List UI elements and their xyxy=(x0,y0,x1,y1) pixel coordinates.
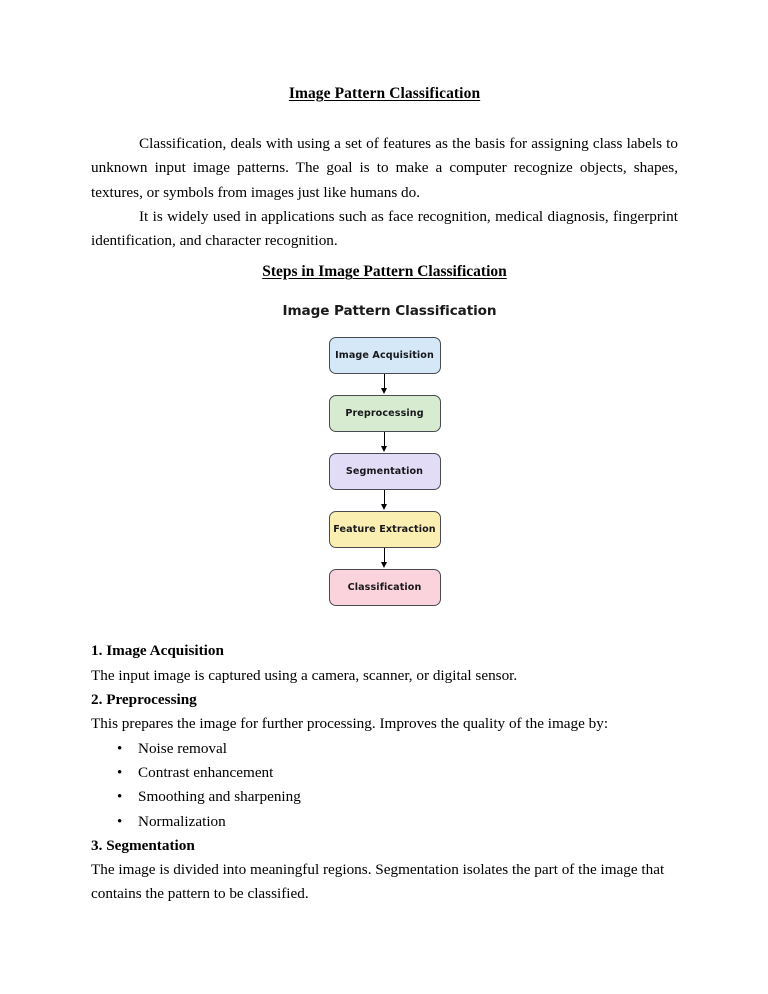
bullet-icon: • xyxy=(117,789,123,806)
step-heading-3: 3. Segmentation xyxy=(91,836,195,854)
list-item xyxy=(91,761,678,785)
bullet-icon: • xyxy=(117,813,123,830)
list-item xyxy=(91,785,678,809)
list-item xyxy=(91,810,678,834)
flow-node-image-acquisition xyxy=(329,337,441,374)
list-item-label: Noise removal xyxy=(138,739,227,757)
bullet-icon: • xyxy=(117,764,123,781)
step-body-2: This prepares the image for further processing. Improves the quality of the image by: xyxy=(91,715,609,733)
flowchart-spacer xyxy=(91,606,678,639)
page-title: Image Pattern Classification xyxy=(288,85,481,102)
section-heading-steps: Steps in Image Pattern Classification xyxy=(262,263,507,281)
list-item-label: Smoothing and sharpening xyxy=(138,788,301,806)
flowchart-figure xyxy=(91,281,678,606)
flow-node-label: Preprocessing xyxy=(345,408,424,420)
down-arrow-icon xyxy=(379,374,391,395)
flow-node-segmentation xyxy=(329,453,441,490)
intro-paragraph-2: It is widely used in applications such as face recognition, medical diagnosis, fingerprint identification, and character recognition. xyxy=(91,207,678,250)
flowchart-title: Image Pattern Classification xyxy=(282,303,497,320)
flow-node-label: Segmentation xyxy=(345,466,424,478)
flow-node-label: Image Acquisition xyxy=(335,350,434,362)
flow-node-feature-extraction xyxy=(329,511,441,548)
down-arrow-icon xyxy=(379,432,391,453)
step-heading-1: 1. Image Acquisition xyxy=(91,642,224,660)
flow-node-label: Feature Extraction xyxy=(333,524,436,536)
down-arrow-icon xyxy=(379,548,391,569)
step-body-3: The image is divided into meaningful regions. Segmentation isolates the part of the image that contains the pattern to be classified. xyxy=(91,861,665,903)
list-item xyxy=(91,737,678,761)
arrow-head xyxy=(381,388,387,394)
arrow-head xyxy=(381,446,387,452)
down-arrow-icon xyxy=(379,490,391,511)
flow-node-preprocessing xyxy=(329,395,441,432)
step-heading-2: 2. Preprocessing xyxy=(91,691,197,709)
flow-node-label: Classification xyxy=(347,582,422,594)
list-item-label: Normalization xyxy=(138,812,226,830)
arrow-head xyxy=(381,562,387,568)
bullet-icon: • xyxy=(117,740,123,757)
arrow-head xyxy=(381,504,387,510)
document-content xyxy=(91,0,678,907)
intro-paragraph-1: Classification, deals with using a set of features as the basis for assigning class labels to unknown input image patterns. The goal is to make a computer recognize objects, shapes, textures, or symbols from images just like humans do. xyxy=(91,135,678,201)
step-body-1: The input image is captured using a camera, scanner, or digital sensor. xyxy=(91,666,518,684)
flowchart-node-stack xyxy=(91,337,678,606)
flow-node-classification xyxy=(329,569,441,606)
list-item-label: Contrast enhancement xyxy=(138,763,274,781)
preprocessing-bullet-list xyxy=(91,737,678,834)
